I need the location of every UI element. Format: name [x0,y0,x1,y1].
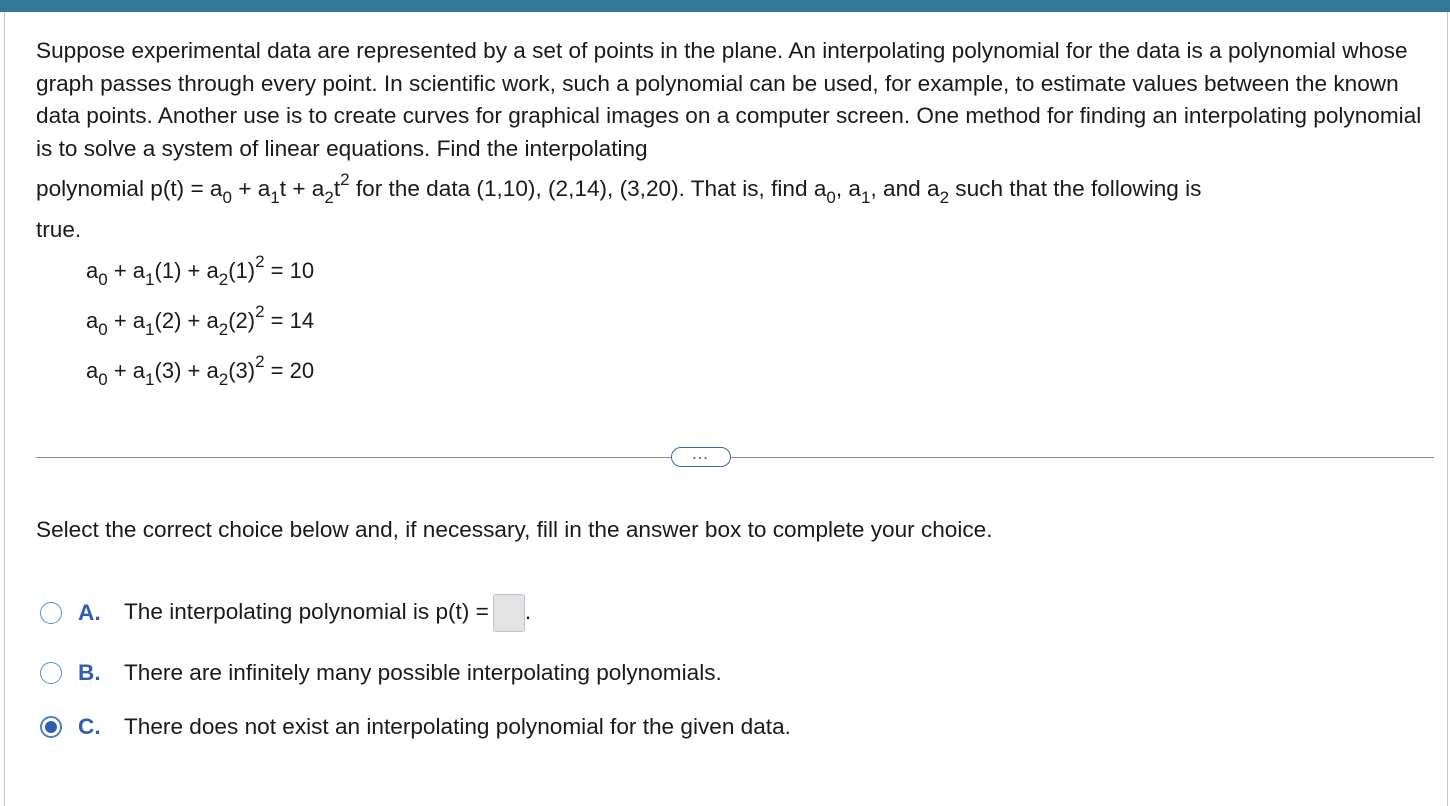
choice-b-letter: B. [78,660,101,685]
choice-c[interactable] [40,711,791,743]
choice-a-text: The interpolating polynomial is p(t) = . [124,594,531,632]
equation-row: $a_0 + a_1(3) + a_2(3)^2 = 20$ [86,352,315,389]
problem-statement [36,35,1431,246]
section-divider [36,457,1434,458]
top-accent-bar [0,0,1450,12]
choice-b[interactable] [40,657,722,689]
choice-a[interactable] [40,597,531,629]
choice-c-letter: C. [78,714,101,739]
choice-a-letter: A. [78,600,101,625]
polynomial-definition: polynomial $p(t) = a_0 + a_1t + a_2t^2$ for the data (1,10), (2,14), (3,20). That is, find $a_0$, $a_1$, and $a_2$ such that the following is [36,170,1202,207]
choice-b-radio[interactable] [40,662,62,684]
equation-system [86,252,315,406]
problem-intro: Suppose experimental data are represented by a set of points in the plane. An interpolating polynomial for the data is a polynomial whose graph passes through every point. In scientific work, such a polynomial can be used, for example, to estimate values between the known data points. Another use is to create curves for graphical images on a computer screen. One method for finding an interpolating polynomial is to solve a system of linear equations. Find the interpolating [36,38,1422,161]
equation-row: $a_0 + a_1(2) + a_2(2)^2 = 14$ [86,302,315,339]
choice-b-text: There are infinitely many possible interpolating polynomials. [124,660,722,685]
choice-c-radio[interactable] [40,716,62,738]
instruction-text: Select the correct choice below and, if necessary, fill in the answer box to complete your choice. [36,517,993,542]
choice-c-text: There does not exist an interpolating polynomial for the given data. [124,714,791,739]
problem-true-word: true. [36,216,82,242]
choice-a-radio[interactable] [40,602,62,624]
equation-row: $a_0 + a_1(1) + a_2(1)^2 = 10$ [86,252,315,289]
answer-input-box[interactable] [493,594,525,632]
expand-more-button[interactable] [671,447,731,467]
ellipsis-icon: ... [692,447,710,462]
